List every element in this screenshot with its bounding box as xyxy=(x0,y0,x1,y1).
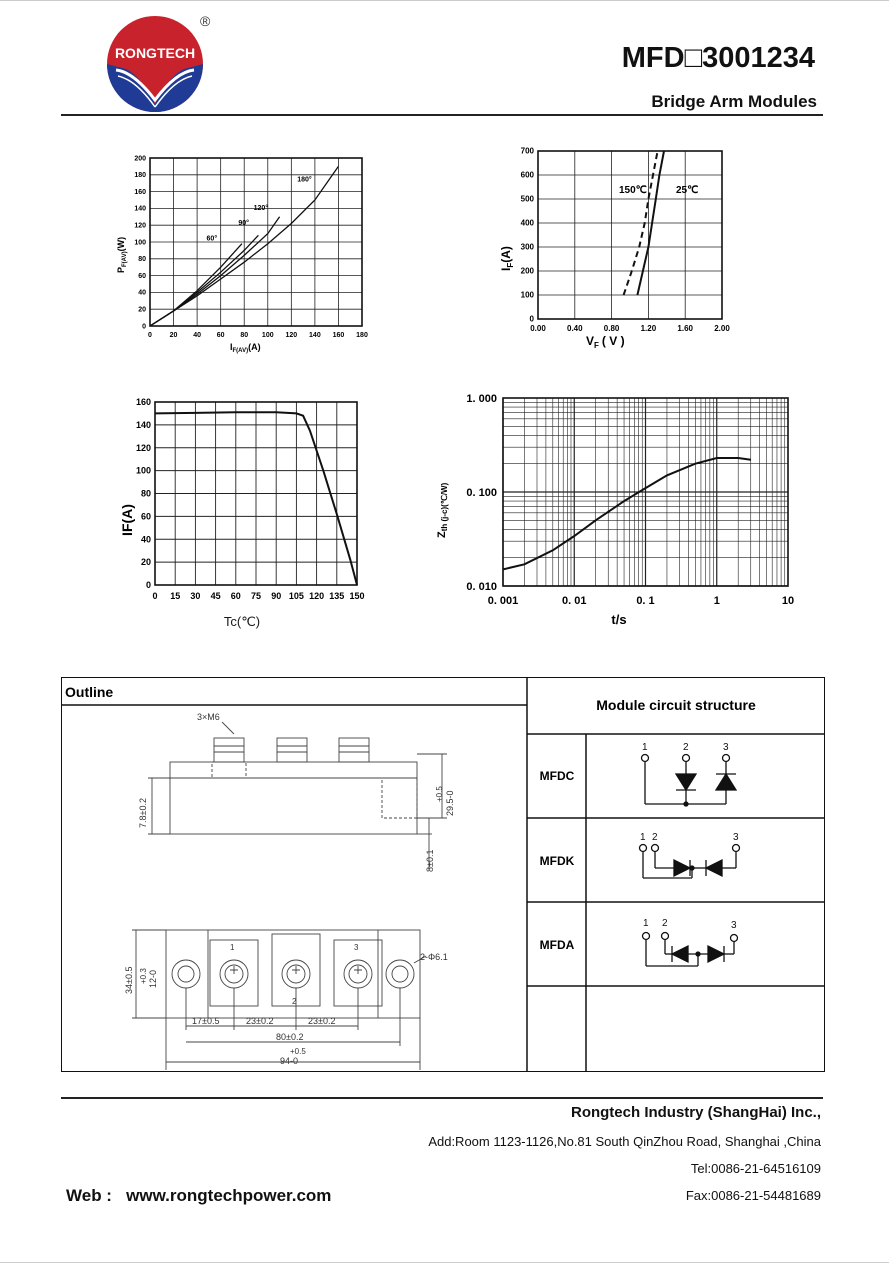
x-axis-label: $V_F$ ( V ) xyxy=(586,334,625,350)
series-label: 90° xyxy=(238,220,249,228)
pin-label: 3 xyxy=(723,742,729,753)
bottom-border xyxy=(0,1262,889,1263)
y-tick-label: 0. 100 xyxy=(466,487,497,499)
y-tick-label: 40 xyxy=(140,534,151,545)
footer-address: Add:Room 1123-1126,No.81 South QinZhou Road, Shanghai ,China xyxy=(428,1134,821,1149)
terminal-1-label: 1 xyxy=(230,943,235,952)
x-tick-label: 180 xyxy=(356,332,368,339)
x-tick-label: 1.60 xyxy=(677,324,693,333)
x-tick-label: 30 xyxy=(190,591,201,601)
y-axis-label: IF(A) xyxy=(119,504,135,536)
y-tick-label: 100 xyxy=(520,290,534,300)
x-tick-label: 0 xyxy=(148,332,152,339)
series-label: 150℃ xyxy=(618,185,647,196)
header-divider xyxy=(61,114,823,116)
y-tick-label: 20 xyxy=(138,306,146,314)
y-axis-label: $I_F(A)$ xyxy=(499,246,515,271)
pin-label: 1 xyxy=(640,832,646,843)
dim-h2: +0.5 xyxy=(435,786,444,802)
footer-web[interactable]: Web : www.rongtechpower.com xyxy=(66,1186,332,1205)
y-tick-label: 60 xyxy=(140,511,151,522)
logo-text: RONGTECH xyxy=(114,45,196,61)
row-label-mfdk: MFDK xyxy=(539,854,575,868)
x-tick-label: 0.00 xyxy=(530,324,546,333)
y-tick-label: 20 xyxy=(140,557,151,568)
y-tick-label: 140 xyxy=(134,205,146,213)
dim-h2b: 29.5-0 xyxy=(445,790,455,816)
chart-thermal-impedance xyxy=(425,388,805,630)
x-tick-label: 0.40 xyxy=(567,324,583,333)
pin-label: 1 xyxy=(642,742,648,753)
series-line xyxy=(150,217,280,326)
y-axis-label: $P_{F(AV)}(W)$ xyxy=(116,236,128,273)
dim-screw: 3×M6 xyxy=(197,712,220,722)
registered-mark: ® xyxy=(200,14,211,29)
x-tick-label: 120 xyxy=(309,591,325,601)
x-tick-label: 45 xyxy=(210,591,221,601)
dim-d5b: 94-0 xyxy=(280,1056,299,1066)
x-tick-label: 0.80 xyxy=(603,324,620,333)
x-tick-label: 0. 1 xyxy=(636,595,655,607)
x-tick-label: 75 xyxy=(250,591,262,601)
outline-table xyxy=(61,677,825,1072)
footer-divider xyxy=(61,1097,823,1099)
outline-top-view xyxy=(132,930,426,1070)
x-tick-label: 105 xyxy=(288,591,304,601)
pin-label: 3 xyxy=(731,920,737,931)
y-tick-label: 100 xyxy=(134,239,146,247)
x-tick-label: 120 xyxy=(285,332,298,339)
series-label: 120° xyxy=(253,205,269,213)
y-axis-label: Zth (j-c)(℃/W) xyxy=(436,482,449,538)
chart-power-dissipation xyxy=(100,148,380,358)
x-tick-label: 20 xyxy=(169,332,178,339)
pin-label: 1 xyxy=(643,918,649,929)
series-line xyxy=(150,235,258,326)
y-tick-label: 0. 010 xyxy=(466,581,497,593)
terminal-3-label: 3 xyxy=(354,943,359,952)
y-tick-label: 80 xyxy=(140,488,151,499)
pin-label: 2 xyxy=(683,742,689,753)
x-tick-label: 160 xyxy=(332,332,345,339)
terminal-2-label: 2 xyxy=(292,997,297,1006)
series-line xyxy=(150,244,242,326)
y-tick-label: 300 xyxy=(520,242,534,252)
footer-fax: Fax:0086-21-54481689 xyxy=(685,1188,821,1203)
footer-tel: Tel:0086-21-64516109 xyxy=(690,1161,821,1176)
y-tick-label: 120 xyxy=(134,222,146,230)
dim-d5a: +0.5 xyxy=(290,1047,306,1056)
x-axis-label: Tc(℃) xyxy=(223,614,261,629)
x-tick-label: 0. 001 xyxy=(487,595,519,607)
x-tick-label: 100 xyxy=(261,332,274,339)
chart-forward-current-vs-tc xyxy=(110,392,380,630)
circuit-mfdc xyxy=(642,742,737,806)
y-tick-label: 700 xyxy=(520,146,534,156)
x-tick-label: 1.20 xyxy=(640,324,657,333)
page-subtitle: Bridge Arm Modules xyxy=(651,92,817,111)
outline-header: Outline xyxy=(65,684,114,700)
x-axis-label: $I_{F(AV)}(A)$ xyxy=(230,342,261,354)
dim-d3: 23±0.2 xyxy=(308,1016,336,1026)
circuit-mfda xyxy=(643,918,738,966)
x-tick-label: 60 xyxy=(216,332,225,339)
y-tick-label: 0 xyxy=(529,314,534,324)
x-tick-label: 60 xyxy=(230,591,241,601)
series-label: 180° xyxy=(297,176,312,184)
top-border xyxy=(0,0,889,1)
row-label-mfdc: MFDC xyxy=(539,769,575,783)
x-tick-label: 80 xyxy=(240,332,249,339)
y-tick-label: 1. 000 xyxy=(466,393,497,405)
x-axis-label: t/s xyxy=(611,612,627,627)
circuit-header: Module circuit structure xyxy=(596,697,756,713)
dim-w1c: 12-0 xyxy=(148,969,158,988)
footer-company: Rongtech Industry (ShangHai) Inc., xyxy=(570,1104,821,1121)
y-tick-label: 80 xyxy=(138,256,146,264)
x-tick-label: 40 xyxy=(193,332,202,339)
plot-frame xyxy=(538,151,722,319)
dim-h3: 8±0.1 xyxy=(425,849,435,872)
x-tick-label: 135 xyxy=(329,591,345,601)
dim-w1: 34±0.5 xyxy=(124,966,134,994)
outline-table-drawing xyxy=(62,678,824,1071)
dim-w1b: +0.3 xyxy=(139,968,148,984)
y-tick-label: 120 xyxy=(135,442,151,453)
y-tick-label: 140 xyxy=(135,419,151,430)
pin-label: 2 xyxy=(662,918,668,929)
y-tick-label: 160 xyxy=(135,397,151,407)
pin-label: 3 xyxy=(733,832,739,843)
dim-d2: 23±0.2 xyxy=(246,1016,274,1026)
page-title: MFD□3001234 xyxy=(621,42,815,74)
y-tick-label: 180 xyxy=(134,172,146,180)
x-tick-label: 0. 01 xyxy=(562,595,587,607)
dim-hole: 2-Φ6.1 xyxy=(420,952,448,962)
y-tick-label: 200 xyxy=(134,155,146,163)
y-tick-label: 60 xyxy=(138,272,146,280)
x-tick-label: 2.00 xyxy=(714,324,730,333)
series-label: 60° xyxy=(206,235,218,243)
dim-h1: 7.8±0.2 xyxy=(138,798,148,828)
y-tick-label: 600 xyxy=(520,170,534,180)
rongtech-logo xyxy=(104,14,214,114)
dim-d1: 17±0.5 xyxy=(192,1016,220,1026)
row-label-mfda: MFDA xyxy=(539,938,575,952)
x-tick-label: 150 xyxy=(349,591,365,601)
chart-forward-voltage xyxy=(490,143,740,353)
x-tick-label: 10 xyxy=(781,595,795,607)
circuit-mfdk xyxy=(640,832,740,878)
x-tick-label: 90 xyxy=(271,591,282,601)
y-tick-label: 160 xyxy=(134,188,146,196)
x-tick-label: 140 xyxy=(309,332,321,339)
y-tick-label: 0 xyxy=(142,323,146,331)
x-tick-label: 0 xyxy=(152,591,158,601)
pin-label: 2 xyxy=(652,832,658,843)
y-tick-label: 200 xyxy=(520,266,534,276)
y-tick-label: 500 xyxy=(520,194,534,204)
series-label: 25℃ xyxy=(676,185,699,196)
x-tick-label: 1 xyxy=(713,595,720,607)
dim-d4: 80±0.2 xyxy=(276,1032,304,1042)
y-tick-label: 400 xyxy=(520,218,534,228)
x-tick-label: 15 xyxy=(170,591,181,601)
outline-side-view xyxy=(148,712,447,870)
y-tick-label: 40 xyxy=(138,289,146,297)
y-tick-label: 0 xyxy=(145,580,151,590)
y-tick-label: 100 xyxy=(135,465,151,476)
